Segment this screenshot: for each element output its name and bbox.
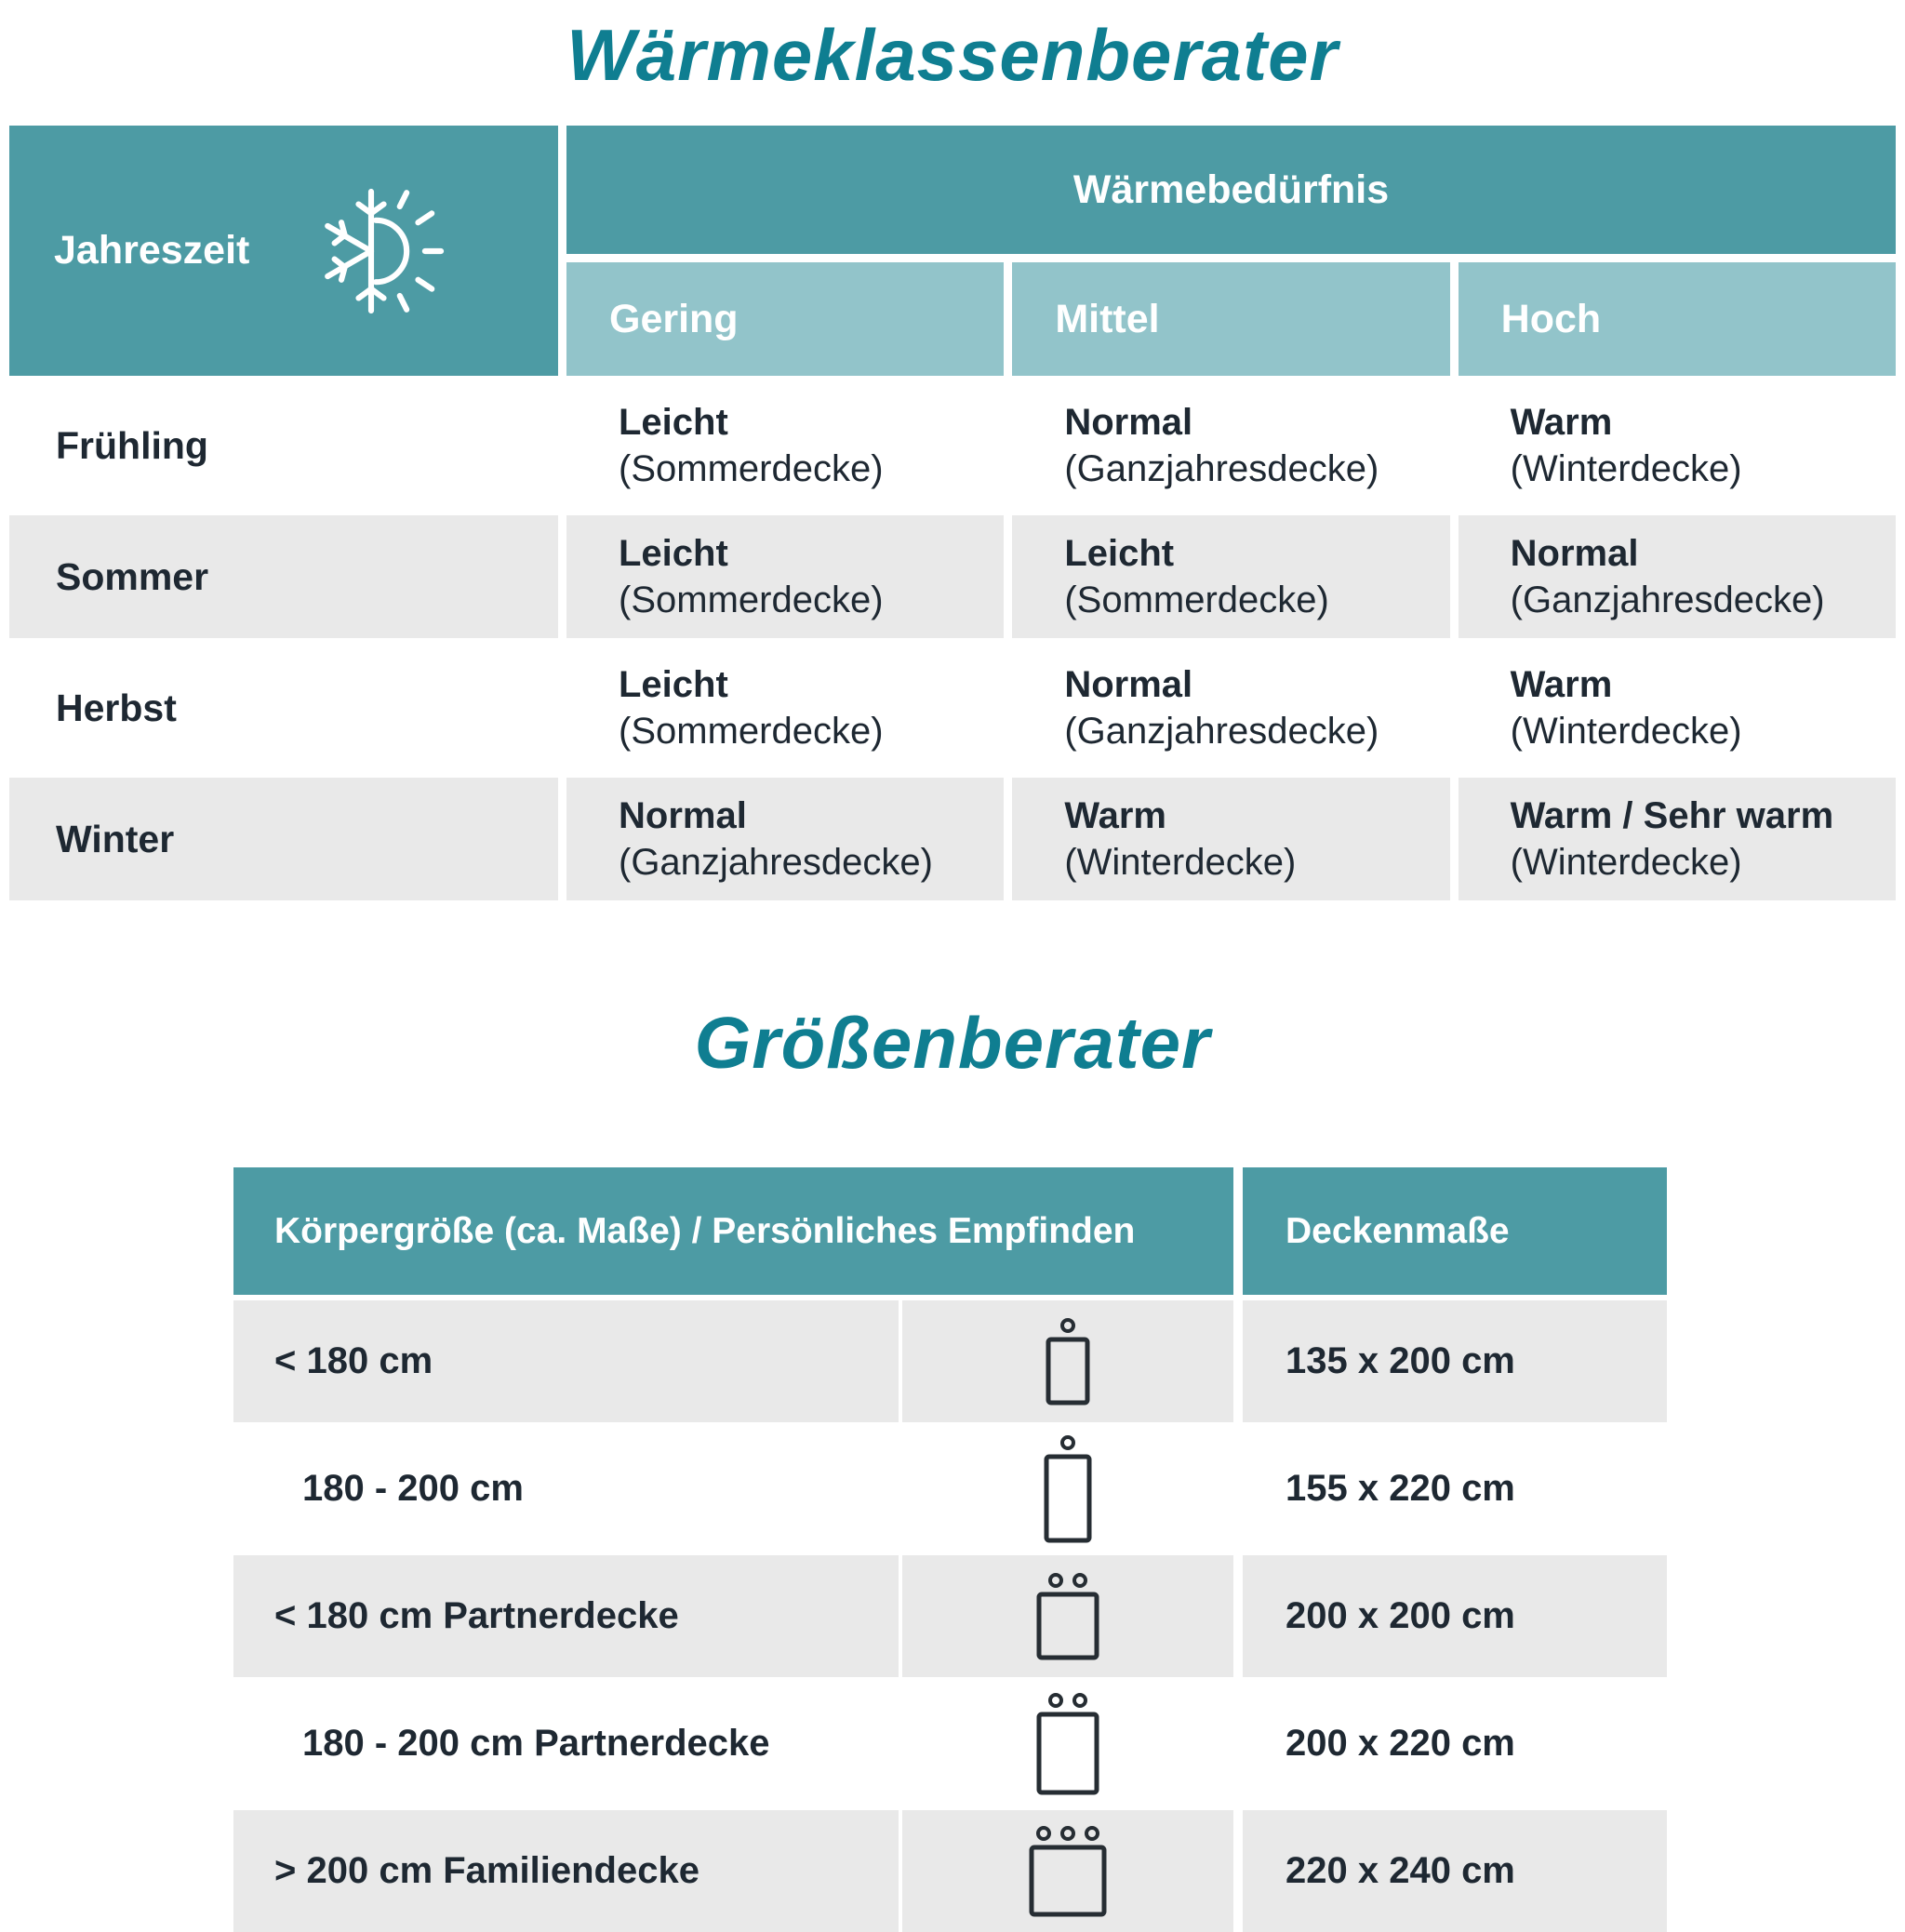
warmth-class: Warm bbox=[1510, 402, 1613, 443]
column-header-label: Gering bbox=[609, 296, 739, 341]
partner-blanket-icon bbox=[902, 1555, 1233, 1677]
warmth-cell bbox=[566, 384, 1004, 507]
body-height-text: 180 - 200 cm bbox=[302, 1468, 524, 1509]
header-gap bbox=[1233, 1167, 1243, 1295]
size-advisor-table bbox=[233, 1167, 1667, 1932]
warmth-note: (Ganzjahresdecke) bbox=[1064, 448, 1379, 489]
blanket-size-text: 135 x 200 cm bbox=[1286, 1340, 1515, 1381]
season-label-fruehling bbox=[9, 384, 558, 507]
blanket-size-cell bbox=[1243, 1428, 1667, 1550]
column-gap bbox=[1233, 1428, 1243, 1550]
column-gap bbox=[1233, 1555, 1243, 1677]
body-height-header bbox=[233, 1167, 1233, 1295]
body-height-cell bbox=[233, 1683, 899, 1805]
warmth-note: (Ganzjahresdecke) bbox=[1064, 711, 1379, 752]
body-height-header-label: Körpergröße (ca. Maße) / Persönliches Empfinden bbox=[274, 1210, 1136, 1251]
column-gap bbox=[1233, 1300, 1243, 1422]
warmth-cell bbox=[566, 778, 1004, 900]
warmth-class: Leicht bbox=[1064, 533, 1175, 574]
warmth-note: (Winterdecke) bbox=[1510, 448, 1742, 489]
warmth-cell bbox=[1459, 778, 1896, 900]
body-height-text: > 200 cm Familiendecke bbox=[274, 1850, 699, 1891]
warmth-note: (Winterdecke) bbox=[1064, 842, 1297, 883]
column-header-label: Hoch bbox=[1500, 296, 1602, 341]
blanket-size-cell bbox=[1243, 1300, 1667, 1422]
warmth-class: Normal bbox=[1510, 533, 1639, 574]
warmth-cell bbox=[1459, 384, 1896, 507]
warmth-class: Leicht bbox=[619, 533, 728, 574]
blanket-size-cell bbox=[1243, 1683, 1667, 1805]
column-header-gering bbox=[566, 262, 1004, 376]
body-height-cell bbox=[233, 1555, 899, 1677]
blanket-size-text: 200 x 220 cm bbox=[1286, 1723, 1515, 1764]
season-text: Herbst bbox=[56, 686, 177, 729]
family-blanket-icon bbox=[902, 1810, 1233, 1932]
blanket-size-header bbox=[1243, 1167, 1667, 1295]
warmth-note: (Sommerdecke) bbox=[619, 448, 884, 489]
warmth-cell bbox=[1459, 515, 1896, 638]
blanket-size-header-label: Deckenmaße bbox=[1286, 1210, 1510, 1251]
size-row bbox=[233, 1683, 1667, 1805]
season-text: Sommer bbox=[56, 554, 209, 598]
partner-long-blanket-icon bbox=[902, 1683, 1233, 1805]
warmth-note: (Sommerdecke) bbox=[619, 580, 884, 620]
blanket-size-text: 200 x 200 cm bbox=[1286, 1595, 1515, 1636]
warmth-note: (Sommerdecke) bbox=[619, 711, 884, 752]
season-text: Frühling bbox=[56, 423, 208, 467]
season-header-cell bbox=[9, 126, 558, 376]
warmth-need-header bbox=[566, 126, 1896, 254]
column-gap bbox=[1233, 1810, 1243, 1932]
body-height-text: 180 - 200 cm Partnerdecke bbox=[302, 1723, 770, 1764]
size-table-header bbox=[233, 1167, 1667, 1295]
snowflake-sun-icon bbox=[312, 181, 460, 321]
blanket-size-cell bbox=[1243, 1555, 1667, 1677]
size-row bbox=[233, 1810, 1667, 1932]
season-header-label: Jahreszeit bbox=[54, 228, 250, 273]
warmth-cell bbox=[1459, 646, 1896, 769]
body-height-text: < 180 cm bbox=[274, 1340, 433, 1381]
warmth-class: Warm / Sehr warm bbox=[1510, 795, 1834, 836]
warmth-class: Warm bbox=[1064, 795, 1166, 836]
column-header-mittel bbox=[1012, 262, 1449, 376]
size-row bbox=[233, 1300, 1667, 1422]
blanket-size-cell bbox=[1243, 1810, 1667, 1932]
season-label-sommer bbox=[9, 515, 558, 638]
warmth-class: Warm bbox=[1510, 664, 1613, 705]
size-row bbox=[233, 1428, 1667, 1550]
size-table-title: Größenberater bbox=[694, 1002, 1211, 1084]
season-label-winter bbox=[9, 778, 558, 900]
warmth-cell bbox=[566, 646, 1004, 769]
warmth-cell bbox=[566, 515, 1004, 638]
warmth-note: (Winterdecke) bbox=[1510, 842, 1742, 883]
column-gap bbox=[1233, 1683, 1243, 1805]
column-header-hoch bbox=[1459, 262, 1896, 376]
body-height-cell bbox=[233, 1300, 899, 1422]
body-height-cell bbox=[233, 1428, 899, 1550]
season-text: Winter bbox=[56, 817, 175, 860]
warmth-note: (Ganzjahresdecke) bbox=[1510, 580, 1825, 620]
warmth-class: Leicht bbox=[619, 664, 728, 705]
season-label-herbst bbox=[9, 646, 558, 769]
single-long-blanket-icon bbox=[902, 1428, 1233, 1550]
size-row bbox=[233, 1555, 1667, 1677]
warmth-class: Normal bbox=[1064, 402, 1193, 443]
warmth-note: (Ganzjahresdecke) bbox=[619, 842, 933, 883]
warmth-cell bbox=[1012, 515, 1449, 638]
blanket-size-text: 220 x 240 cm bbox=[1286, 1850, 1515, 1891]
warmth-class: Normal bbox=[619, 795, 747, 836]
blanket-size-text: 155 x 220 cm bbox=[1286, 1468, 1515, 1509]
single-blanket-icon bbox=[902, 1300, 1233, 1422]
warmth-note: (Sommerdecke) bbox=[1064, 580, 1329, 620]
warmth-class-table bbox=[9, 126, 1896, 900]
column-header-label: Mittel bbox=[1055, 296, 1160, 341]
warmth-cell bbox=[1012, 646, 1449, 769]
warmth-need-label: Wärmebedürfnis bbox=[1072, 167, 1390, 212]
body-height-cell bbox=[233, 1810, 899, 1932]
warmth-cell bbox=[1012, 778, 1449, 900]
warmth-cell bbox=[1012, 384, 1449, 507]
warmth-class: Normal bbox=[1064, 664, 1193, 705]
warmth-table-title: Wärmeklassenberater bbox=[566, 14, 1339, 96]
warmth-note: (Winterdecke) bbox=[1510, 711, 1742, 752]
warmth-class: Leicht bbox=[619, 402, 728, 443]
body-height-text: < 180 cm Partnerdecke bbox=[274, 1595, 679, 1636]
